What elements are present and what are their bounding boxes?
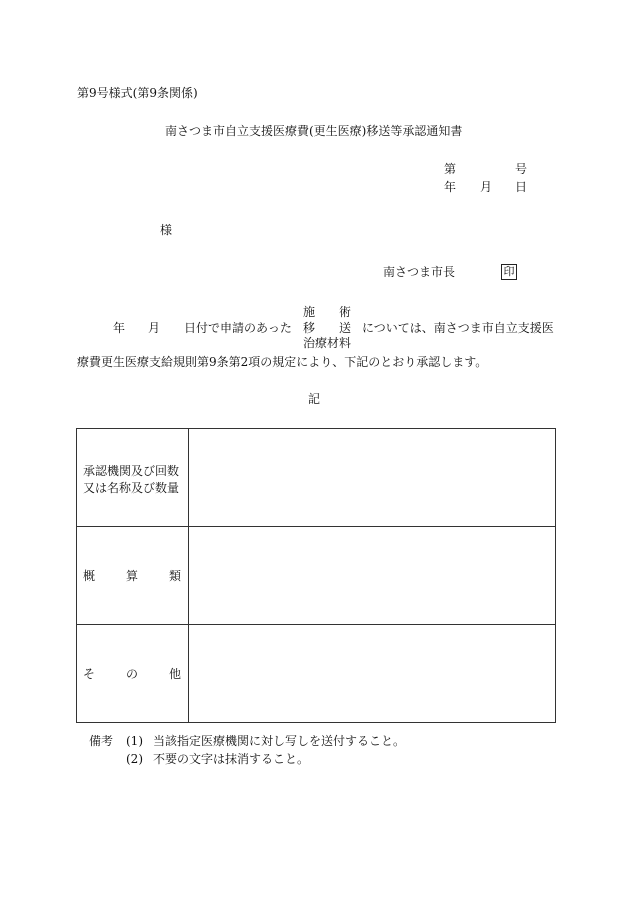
option-surgery-char2: 術 xyxy=(339,305,352,319)
recipient-honorific: 様 xyxy=(160,223,173,237)
option-surgery-char1: 施 xyxy=(303,305,316,319)
other-label xyxy=(83,667,181,681)
date-year-label: 年 xyxy=(444,180,457,194)
note-text: 当該指定医療機関に対し写しを送付すること。 xyxy=(153,734,406,748)
issuer-name: 南さつま市長 xyxy=(383,265,456,279)
approval-table xyxy=(76,428,556,723)
estimated-amount-label xyxy=(83,569,181,583)
other-label-cell xyxy=(77,625,189,722)
date-day-label: 日 xyxy=(515,180,528,194)
table-row xyxy=(77,625,555,722)
table-row xyxy=(77,429,555,527)
body-applied-text: 日付で申請のあった xyxy=(184,321,292,335)
approval-count-label-line2: 又は名称及び数量 xyxy=(83,481,180,495)
label-char: 他 xyxy=(168,667,181,681)
other-field[interactable] xyxy=(189,625,555,722)
note-number: (2) xyxy=(126,752,143,766)
label-char: 概 xyxy=(83,569,96,583)
doc-number-prefix: 第 xyxy=(444,162,457,176)
body-year-label: 年 xyxy=(113,321,126,335)
body-line2: 療費更生医療支給規則第9条第2項の規定により、下記のとおり承認します。 xyxy=(77,355,488,369)
note-number: (1) xyxy=(126,734,143,748)
option-transport-char2: 送 xyxy=(339,321,352,335)
body-line1-tail: については、南さつま市自立支援医 xyxy=(362,321,554,335)
approval-count-field[interactable] xyxy=(189,429,555,526)
date-month-label: 月 xyxy=(480,180,493,194)
form-number: 第9号様式(第9条関係) xyxy=(77,86,198,100)
approval-count-label-cell xyxy=(77,429,189,526)
doc-number-suffix: 号 xyxy=(515,162,528,176)
option-transport-char1: 移 xyxy=(303,321,316,335)
seal-stamp: 印 xyxy=(501,264,517,280)
approval-count-label-line1: 承認機関及び回数 xyxy=(83,464,180,478)
label-char: 算 xyxy=(125,569,138,583)
note-text: 不要の文字は抹消すること。 xyxy=(153,752,310,766)
estimated-amount-field[interactable] xyxy=(189,527,555,624)
document-title: 南さつま市自立支援医療費(更生医療)移送等承認通知書 xyxy=(165,124,463,138)
body-month-label: 月 xyxy=(148,321,161,335)
label-char: そ xyxy=(83,667,96,681)
label-char: の xyxy=(125,667,138,681)
table-row xyxy=(77,527,555,625)
label-char: 類 xyxy=(168,569,181,583)
approval-count-label xyxy=(83,463,179,497)
option-treatment-materials: 治療材料 xyxy=(303,336,352,350)
ki-heading: 記 xyxy=(308,392,321,406)
notes-heading: 備考 xyxy=(89,734,114,748)
estimated-amount-label-cell xyxy=(77,527,189,624)
